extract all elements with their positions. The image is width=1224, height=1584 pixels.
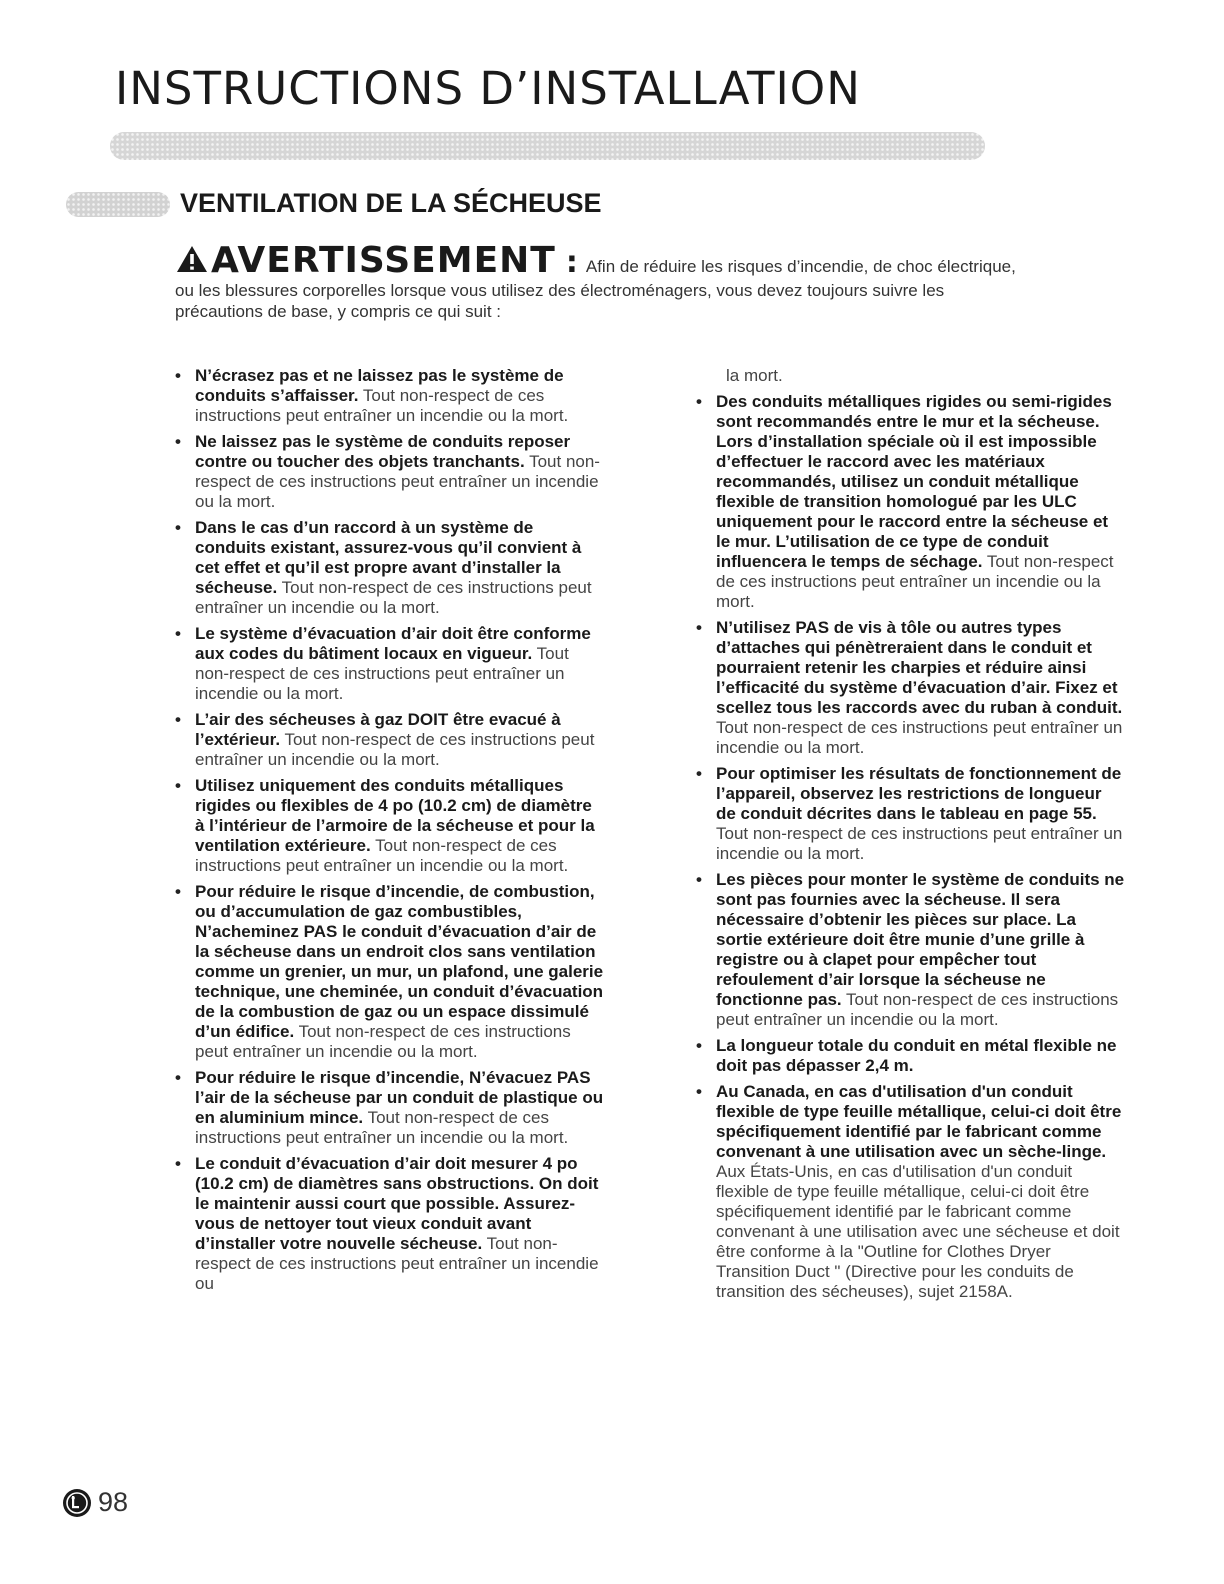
list-item: • La longueur totale du conduit en métal flexible ne doit pas dépasser 2,4 m.	[696, 1036, 1117, 1075]
list-item: • L’air des sécheuses à gaz DOIT être evacué à l’extérieur. Tout non-respect de ces instructions peut entraîner un incendie ou la mort.	[175, 710, 595, 769]
list-item: • Pour réduire le risque d’incendie, de combustion, ou d’accumulation de gaz combustibles, N’acheminez PAS le conduit d’évacuation d’air de la sécheuse dans un endroit clos sans ventilation comme un grenier, un mur, un plafond, une galerie technique, une cheminée, un conduit d’évacuation de la combustion de gaz ou un espace dissimulé d’un édifice. Tout non-respect de ces instructions peut entraîner un incendie ou la mort.	[175, 882, 604, 1061]
continuation-text: la mort.	[726, 366, 783, 385]
list-item: • N’écrasez pas et ne laissez pas le système de conduits s’affaisser. Tout non-respect de ces instructions peut entraîner un incendie ou la mort.	[175, 366, 569, 425]
list-item: • Des conduits métalliques rigides ou semi-rigides sont recommandés entre le mur et la sécheuse. Lors d’installation spéciale où il est impossible d’effectuer le raccord avec les matériaux recommandés, utilisez un conduit métallique flexible de transition homologué par les ULC uniquement pour le raccord entre la sécheuse et le mur. L’utilisation de ce type de conduit influencera le temps de séchage. Tout non-respect de ces instructions peut entraîner un incendie ou la mort.	[696, 392, 1114, 611]
section-decorative-pill	[66, 192, 170, 217]
page-number: 98	[98, 1487, 129, 1517]
warning-triangle-icon	[175, 244, 209, 279]
warning-block	[175, 240, 1135, 322]
list-item: • Dans le cas d’un raccord à un système de conduits existant, assurez-vous qu’il convient à cet effet et qu’il est propre avant d’installer la sécheuse. Tout non-respect de ces instructions peut entraîner un incendie ou la mort.	[175, 518, 592, 617]
list-item: • Utilisez uniquement des conduits métalliques rigides ou flexibles de 4 po (10.2 cm) de diamètre à l’intérieur de l’armoire de la sécheuse et pour la ventilation extérieure. Tout non-respect de ces instructions peut entraîner un incendie ou la mort.	[175, 776, 595, 875]
list-item: • Les pièces pour monter le système de conduits ne sont pas fournies avec la sécheuse. Il sera nécessaire d’obtenir les pièces sur place. La sortie extérieure doit être munie d’une grille à registre ou à clapet pour empêcher tout refoulement d’air lorsque la sécheuse ne fonctionne pas. Tout non-respect de ces instructions peut entraîner un incendie ou la mort.	[696, 870, 1125, 1029]
warning-text-line-1: Afin de réduire les risques d’incendie, de choc électrique,	[585, 257, 1016, 276]
list-item: • Pour optimiser les résultats de fonctionnement de l’appareil, observez les restrictions de longueur de conduit décrites dans le tableau en page 55. Tout non-respect de ces instructions peut entraîner un incendie ou la mort.	[696, 764, 1123, 863]
page-title: INSTRUCTIONS D’INSTALLATION	[115, 62, 861, 115]
lg-logo-icon	[62, 1488, 92, 1518]
warning-separator: :	[565, 245, 578, 280]
list-item: • Au Canada, en cas d'utilisation d'un conduit flexible de type feuille métallique, celui-ci doit être spécifiquement identifié par le fabricant comme convenant à une utilisation avec un sèche-linge. Aux États-Unis, en cas d'utilisation d'un conduit flexible de type feuille métallique, celui-ci doit être spécifiquement identifié par le fabricant comme convenant à une utilisation avec une sécheuse et doit être conforme à la "Outline for Clothes Dryer Transition Duct " (Directive pour les conduits de transition des sécheuses), sujet 2158A.	[696, 1082, 1122, 1301]
warning-label: AVERTISSEMENT	[211, 240, 556, 281]
section-title: VENTILATION DE LA SÉCHEUSE	[180, 188, 602, 218]
right-column	[696, 366, 1126, 1308]
right-bullet-list	[696, 392, 1126, 1302]
warning-text-line-2: ou les blessures corporelles lorsque vous utilisez des électroménagers, vous devez toujours suivre les	[175, 281, 945, 300]
title-decorative-bar	[110, 132, 985, 160]
list-item: • Le système d’évacuation d’air doit être conforme aux codes du bâtiment locaux en vigueur. Tout non-respect de ces instructions peut entraîner un incendie ou la mort.	[175, 624, 591, 703]
warning-text-line-3: précautions de base, y compris ce qui suit :	[175, 302, 501, 321]
list-item: • Pour réduire le risque d’incendie, N’évacuez PAS l’air de la sécheuse par un conduit de plastique ou en aluminium mince. Tout non-respect de ces instructions peut entraîner un incendie ou la mort.	[175, 1068, 604, 1147]
left-column	[175, 366, 605, 1300]
left-bullet-list	[175, 366, 605, 1294]
list-item: • N’utilisez PAS de vis à tôle ou autres types d’attaches qui pénètreraient dans le conduit et pourraient retenir les charpies et réduire ainsi l’efficacité du système d’évacuation d’air. Fixez et scellez tous les raccords avec du ruban à conduit. Tout non-respect de ces instructions peut entraîner un incendie ou la mort.	[696, 618, 1123, 757]
list-item: • Ne laissez pas le système de conduits reposer contre ou toucher des objets tranchants. Tout non-respect de ces instructions peut entraîner un incendie ou la mort.	[175, 432, 600, 511]
list-item: • Le conduit d’évacuation d’air doit mesurer 4 po (10.2 cm) de diamètres sans obstructions. On doit le maintenir aussi court que possible. Assurez-vous de nettoyer tout vieux conduit avant d’installer votre nouvelle sécheuse. Tout non-respect de ces instructions peut entraîner un incendie ou	[175, 1154, 599, 1293]
